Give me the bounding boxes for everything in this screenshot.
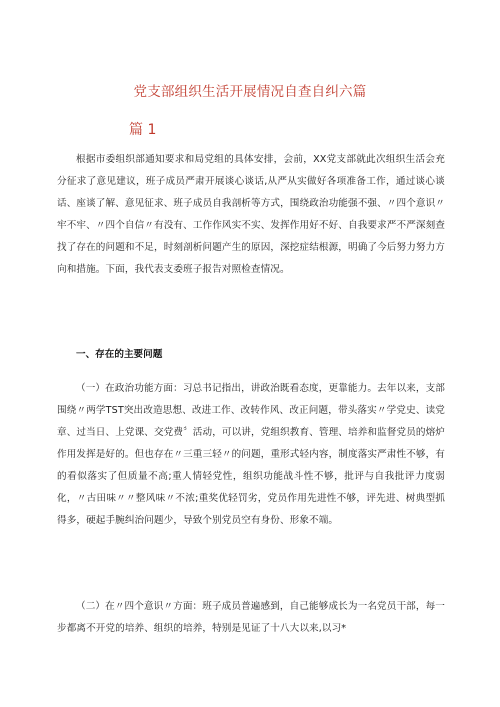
intro-paragraph: 根据市委组织部通知要求和局党组的具体安排，会前，XX党支部就此次组织生活会充分征求了意见建议，班子成员严肃开展谈心谈话,从严从实做好各项准备工作，通过谈心谈话、座谈了解、意见征求、班子成员自我剖析等方式，围绕政治功能强不强、〃四个意识〃牢不牢、〃四个自信〃有没有、工作作风实不实、发挥作用好不好、自我要求严不严深刻查找了存在的问题和不足，时刻剖析问题产生的原因，深挖症结根源，明确了今后努力努力方向和措施。下面，我代表支委班子报告对照检查情况。 — [57, 154, 445, 275]
four-awareness-paragraph: （二）在〃四个意识〃方面：班子成员普遍感到，自己能够成长为一名党员干部，每一步都离不开党的培养、组织的培养，特别是见证了十八大以来,以习* — [57, 601, 445, 634]
subheading-main-problems: 一、存在的主要问题 — [76, 349, 163, 360]
political-paragraph-block — [57, 378, 445, 532]
awareness-paragraph-block — [57, 596, 445, 640]
document-title: 党支部组织生活开展情况自查自纠六篇 — [133, 84, 367, 100]
section-label: 篇 1 — [129, 122, 157, 138]
political-function-paragraph: （一）在政治功能方面：习总书记指出，讲政治既看态度，更靠能力。去年以来，支部围绕〃两学TST突出改造思想、改进工作、改转作风、改正问题，带头落实〃学党史、读党章、过当日、上党课、交党费〞活动，可以讲，党组织教育、管理、培养和监督党员的熔炉作用发挥是好的。但也存在〃三重三轻〃的问题，重形式轻内容，制度落实严肃性不够，有的看似落实了但质量不高;重人情轻党性，组织功能战斗性不够，批评与自我批评力度弱化，〃古田味〃〃整风味〃不浓;重奖优轻罚劣，党员作用先进性不够，评先进、树典型抓得多，硬起手腕纠治问题少，导致个别党员空有身份、形象不端。 — [57, 383, 445, 526]
intro-paragraph-block — [57, 149, 445, 281]
